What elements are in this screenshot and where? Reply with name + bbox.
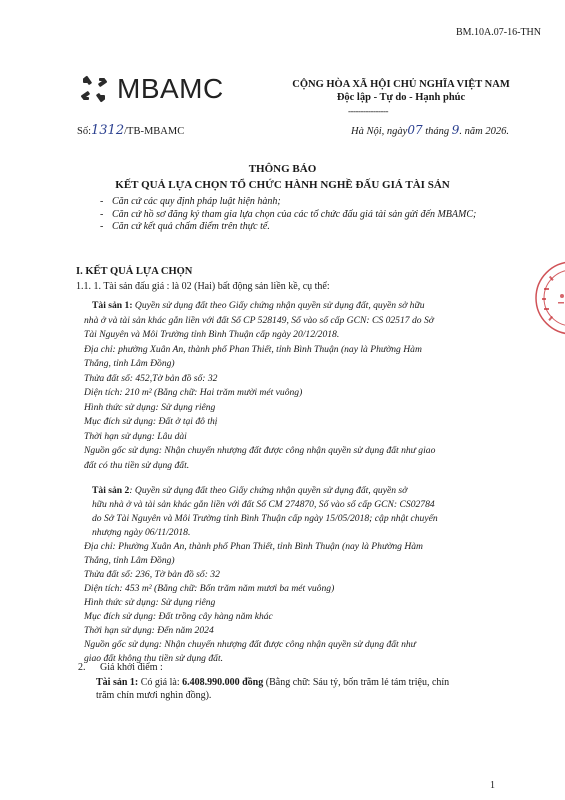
asset-2-line: Tài sản 2: Quyền sử dụng đất theo Giấy chứng nhận quyền sử dụng đất, quyền sở — [92, 485, 408, 496]
section-1-heading: I. KẾT QUẢ LỰA CHỌN — [76, 266, 193, 277]
section-2-heading — [78, 662, 163, 673]
notice-subtitle: KẾT QUẢ LỰA CHỌN TỔ CHỨC HÀNH NGHỀ ĐẤU GIÁ TÀI SẢN — [115, 179, 450, 191]
asset-1-line: Thắng, tỉnh Lâm Đồng) — [84, 358, 175, 369]
asset-2-line: Nguồn gốc sử dụng: Nhận chuyển nhượng đất được công nhận quyền sử dụng đất như — [84, 639, 416, 650]
asset-1-line: Thửa đất số: 452,Tờ bản đồ số: 32 — [84, 372, 218, 384]
asset-2-line: Thắng, tỉnh Lâm Đồng) — [84, 555, 175, 566]
date-day: 07 — [407, 123, 423, 137]
notice-title: THÔNG BÁO — [248, 163, 317, 175]
asset-1-line: Nguồn gốc sử dụng: Nhận chuyển nhượng đất được công nhận quyền sử dụng đất như giao — [84, 445, 436, 456]
legal-bases-list — [100, 196, 520, 234]
date-year: . năm 2026. — [459, 126, 509, 137]
asset-2-line: Thửa đất số: 236, Tờ bản đồ số: 32 — [84, 569, 220, 580]
legal-basis-item: - Căn cứ các quy định pháp luật hiện hành; — [100, 196, 520, 209]
national-title: CỘNG HÒA XÃ HỘI CHỦ NGHĨA VIỆT NAM — [292, 79, 510, 90]
asset-1-line: Mục đích sử dụng: Đất ở tại đô thị — [84, 416, 218, 427]
asset-2-line: do Sở Tài Nguyên và Môi Trường tỉnh Bình Thuận cấp ngày 15/05/2018; cập nhật chuyển — [92, 513, 438, 524]
asset-2-line: giao đất không thu tiền sử dụng đất. — [84, 653, 224, 664]
asset-1-line: nhà ở và tài sản khác gắn liền với đất Số CP 528149, Số vào sổ cấp GCN: CS 02517 do Sở — [84, 314, 434, 326]
asset-2-line: hữu nhà ở và tài sản khác gắn liền với đất Số CM 274870, Số vào sổ cấp GCN: CS02784 — [92, 499, 435, 510]
section-2-number: 2. — [78, 662, 86, 673]
date-month: 9 — [451, 123, 460, 137]
form-code: BM.10A.07-16-THN — [456, 27, 541, 38]
asset-1-line: Tài Nguyên và Môi Trường tỉnh Bình Thuận cấp ngày 20/12/2018. — [84, 329, 340, 340]
price-asset-1-label: Tài sản 1: — [96, 677, 139, 688]
starting-price-line: trăm chín mươi nghìn đồng). — [96, 690, 212, 701]
doc-number-suffix: /TB-MBAMC — [124, 126, 185, 137]
asset-1-line: Diện tích: 210 m² (Bằng chữ: Hai trăm mười mét vuông) — [84, 387, 303, 398]
mbamc-logo-icon — [77, 72, 111, 106]
asset-2-line: Hình thức sử dụng: Sử dụng riêng — [84, 597, 216, 608]
page-number: 1 — [490, 780, 495, 791]
section-1-1-text: 1.1. 1. Tài sản đấu giá : là 02 (Hai) bất động sản liền kề, cụ thể: — [76, 281, 330, 292]
asset-2-label: Tài sản 2 — [92, 485, 130, 496]
starting-price-text — [96, 676, 521, 702]
asset-2-line: Mục đích sử dụng: Đất trồng cây hàng năm khác — [84, 611, 273, 622]
price-asset-1-amount: 6.408.990.000 đồng — [182, 677, 264, 688]
asset-2-line: Địa chỉ: Phường Xuân An, thành phố Phan Thiết, tỉnh Bình Thuận (nay là Phường Hàm — [84, 541, 423, 552]
starting-price-line: Tài sản 1: Có giá là: 6.408.990.000 đồng (Bằng chữ: Sáu tỷ, bốn trăm lẻ tám triệu, chín — [96, 677, 450, 688]
asset-1-line: Địa chỉ: phường Xuân An, thành phố Phan Thiết, tỉnh Bình Thuận (nay là Phường Hàm — [84, 343, 422, 355]
legal-basis-item: - Căn cứ kết quả chấm điểm trên thực tế. — [100, 221, 520, 234]
date-place: Hà Nội, ngày — [351, 126, 408, 137]
asset-2-block — [84, 484, 517, 664]
asset-1-label: Tài sản 1: — [92, 300, 133, 311]
asset-2-line: Diện tích: 453 m² (Bằng chữ: Bốn trăm năm mươi ba mét vuông) — [84, 583, 335, 594]
asset-1-line: Thời hạn sử dụng: Lâu dài — [84, 430, 187, 442]
national-motto: Độc lập - Tự do - Hạnh phúc — [336, 92, 466, 103]
document-number — [77, 123, 184, 138]
asset-1-line: đất có thu tiền sử dụng đất. — [84, 459, 190, 471]
legal-basis-item: - Căn cứ hồ sơ đăng ký tham gia lựa chọn của các tổ chức đấu giá tài sản gửi đến MBAMC; — [100, 209, 520, 222]
red-seal-stamp-icon — [532, 258, 565, 338]
motto-underline: ---------------- — [348, 106, 388, 116]
logo-wordmark: MBAMC — [117, 73, 224, 104]
doc-number-prefix: Số: — [77, 126, 92, 137]
asset-1-block — [84, 299, 517, 474]
asset-1-line: Hình thức sử dụng: Sử dụng riêng — [84, 401, 216, 413]
doc-number-handwritten: 1312 — [91, 123, 125, 138]
asset-2-line: nhượng ngày 06/11/2018. — [92, 527, 191, 538]
asset-1-line: Tài sản 1: Quyền sử dụng đất theo Giấy chứng nhận quyền sử dụng đất, quyền sở hữu — [92, 300, 425, 311]
date-month-label: tháng — [422, 126, 452, 137]
asset-2-line: Thời hạn sử dụng: Đến năm 2024 — [84, 625, 214, 636]
section-2-title: Giá khởi điểm : — [100, 662, 163, 673]
company-logo — [77, 70, 247, 108]
document-date — [351, 123, 509, 137]
